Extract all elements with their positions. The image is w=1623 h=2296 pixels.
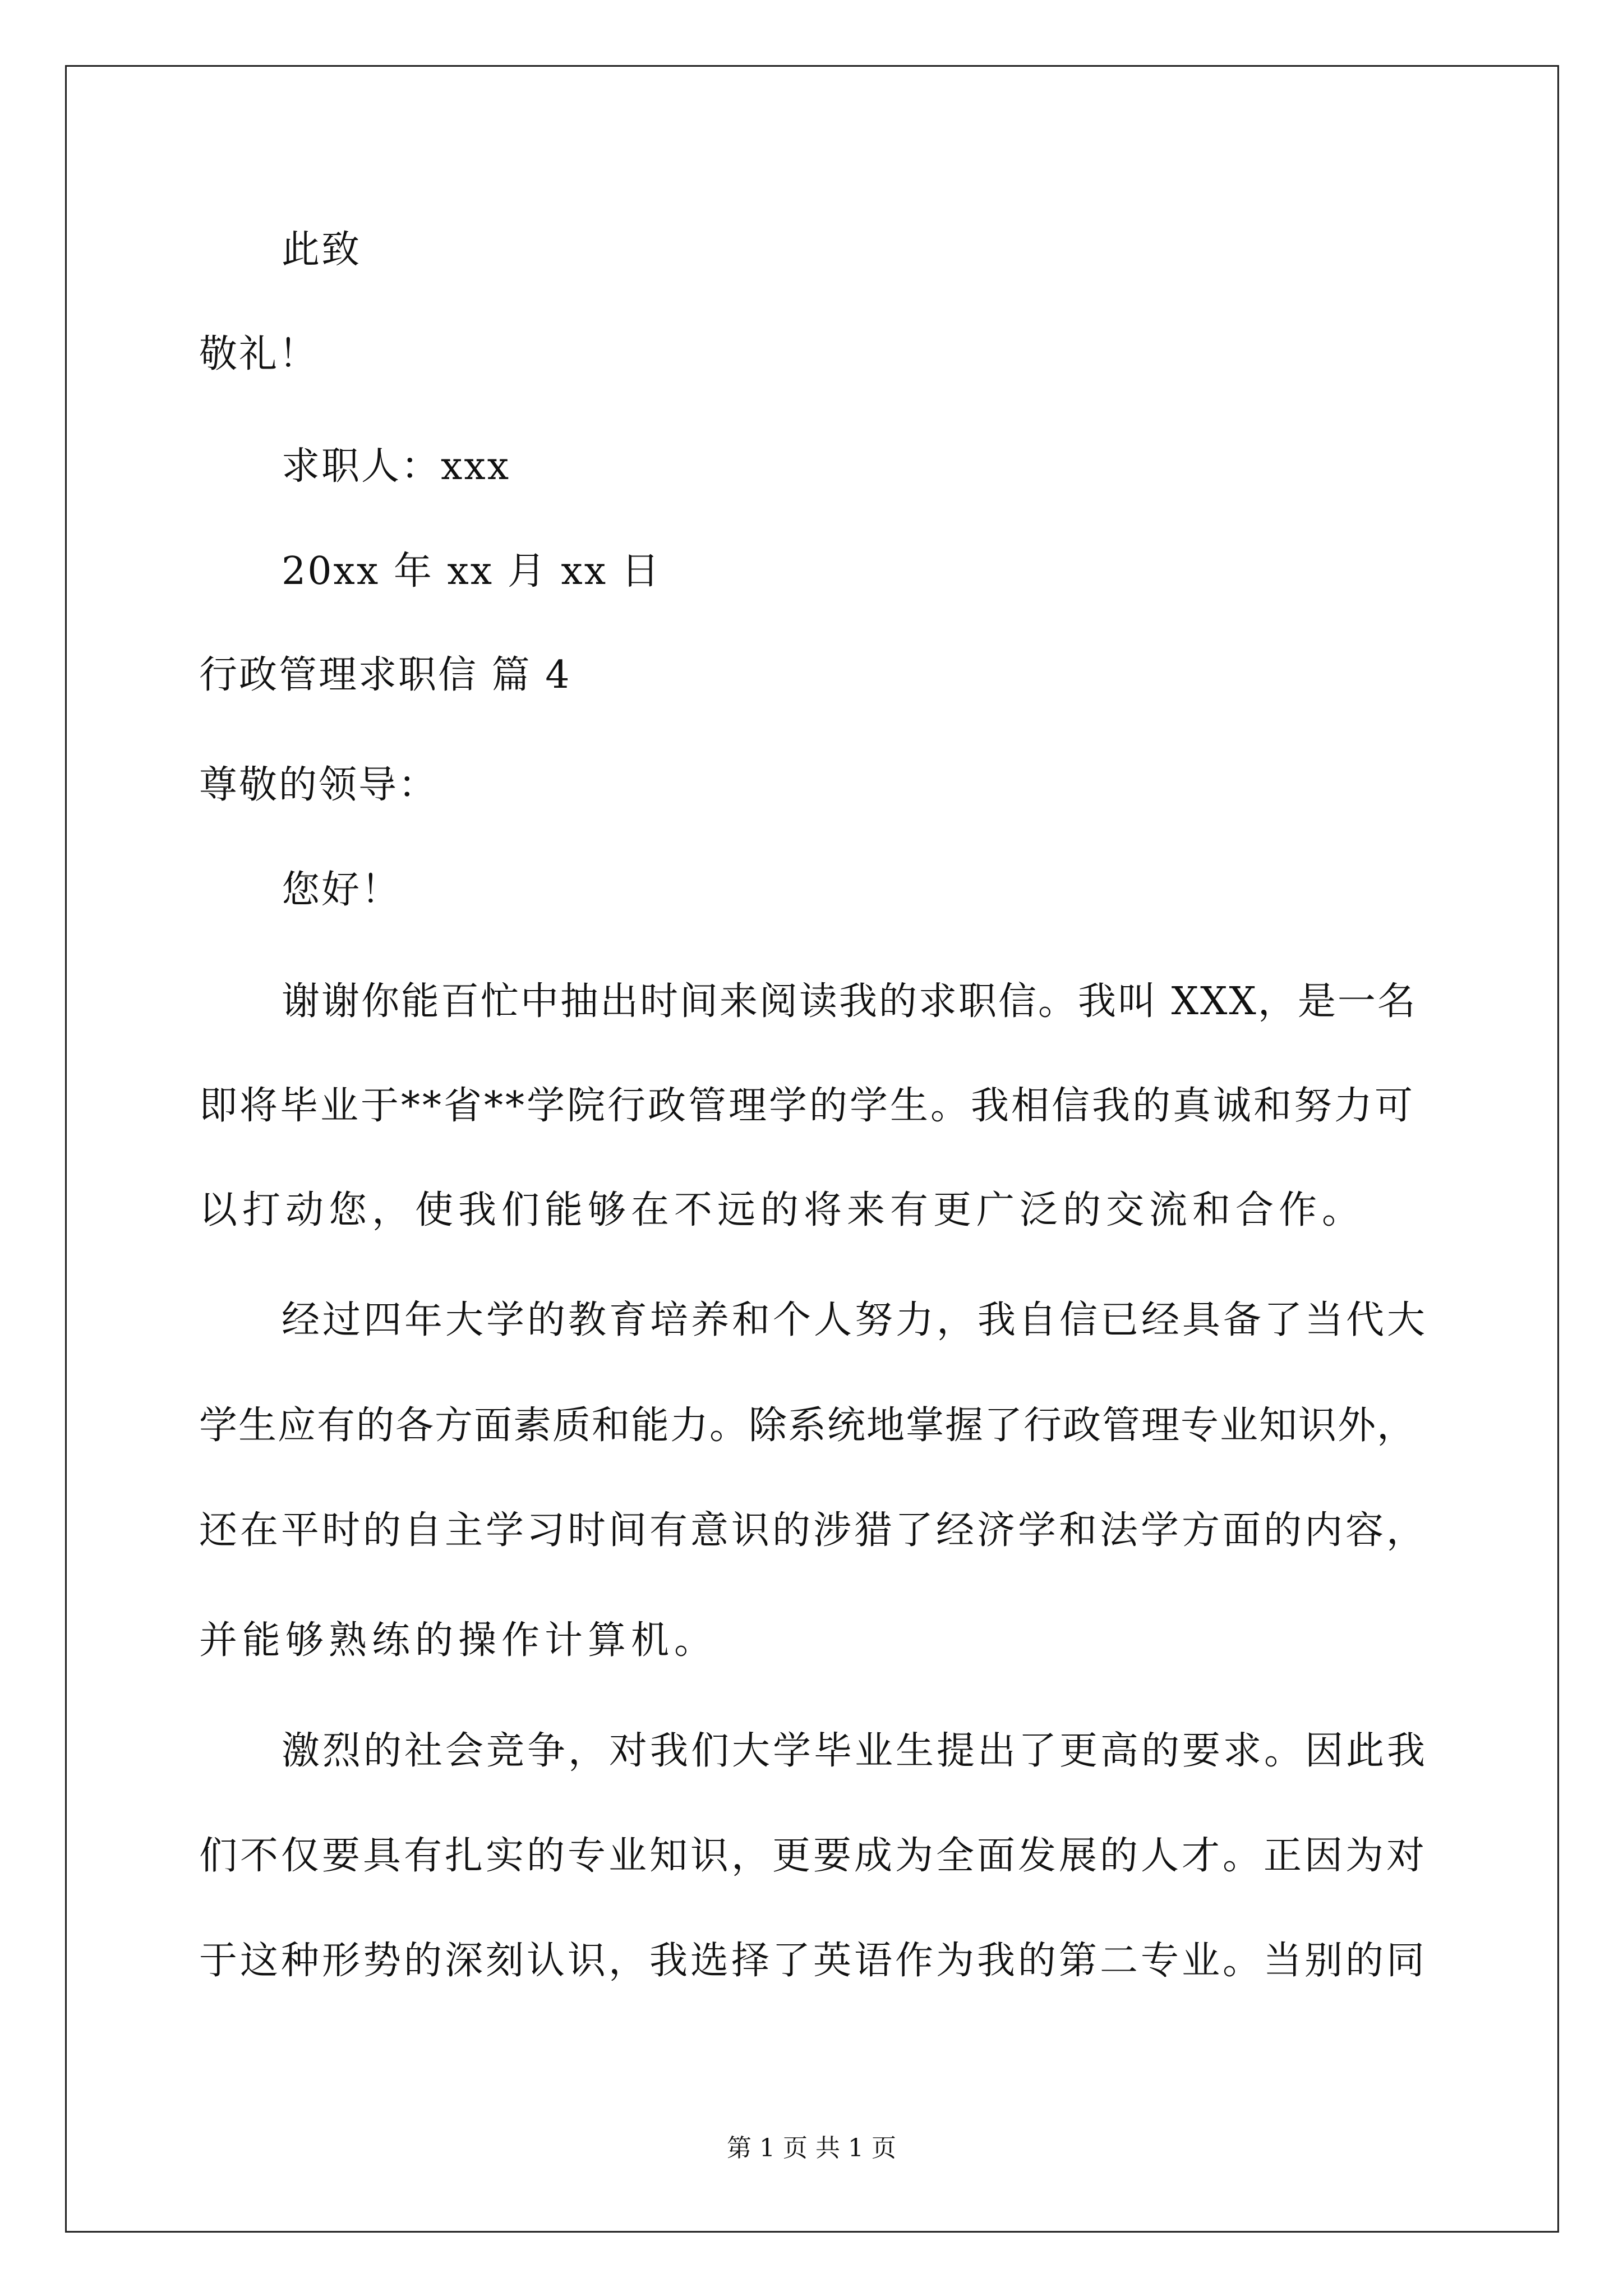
closing-salutation: 此致 bbox=[282, 228, 362, 272]
paragraph-line: 谢谢你能百忙中抽出时间来阅读我的求职信。我叫 XXX，是一名 bbox=[282, 979, 1417, 1024]
paragraph-line: 经过四年大学的教育培养和个人努力，我自信已经具备了当代大 bbox=[282, 1298, 1428, 1342]
paragraph-line: 并能够熟练的操作计算机。 bbox=[199, 1618, 718, 1663]
paragraph-line: 于这种形势的深刻认识，我选择了英语作为我的第二专业。当别的同 bbox=[199, 1939, 1428, 1983]
paragraph-line: 们不仅要具有扎实的专业知识，更要成为全面发展的人才。正因为对 bbox=[199, 1834, 1428, 1878]
paragraph-line: 以打动您，使我们能够在不远的将来有更广泛的交流和合作。 bbox=[199, 1188, 1366, 1232]
paragraph-line: 即将毕业于**省**学院行政管理学的学生。我相信我的真诚和努力可 bbox=[199, 1084, 1415, 1128]
recipient-salutation: 尊敬的领导： bbox=[199, 763, 439, 807]
page-footer: 第 1 页 共 1 页 bbox=[727, 2134, 896, 2162]
closing-respect: 敬礼！ bbox=[199, 332, 319, 376]
section-heading: 行政管理求职信 篇 4 bbox=[199, 653, 571, 697]
greeting: 您好！ bbox=[282, 868, 402, 912]
page-border bbox=[65, 65, 1559, 2233]
paragraph-line: 激烈的社会竞争，对我们大学毕业生提出了更高的要求。因此我 bbox=[282, 1729, 1428, 1773]
paragraph-line: 学生应有的各方面素质和能力。除系统地掌握了行政管理专业知识外， bbox=[199, 1404, 1417, 1448]
letter-date: 20xx 年 xx 月 xx 日 bbox=[282, 549, 661, 593]
applicant-signature: 求职人：xxx bbox=[282, 444, 511, 489]
paragraph-line: 还在平时的自主学习时间有意识的涉猎了经济学和法学方面的内容， bbox=[199, 1508, 1428, 1553]
